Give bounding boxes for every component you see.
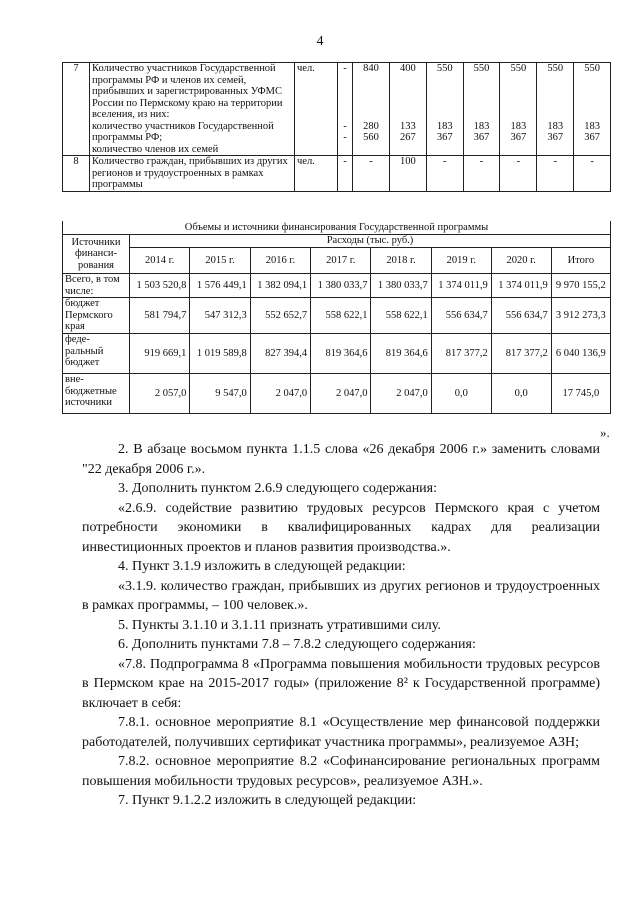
paragraph: 7.8.1. основное мероприятие 8.1 «Осуществление мер финансовой поддержки работодателей, получивших сертификат участника программы», реализуемое АЗН; bbox=[82, 715, 600, 750]
value-part1: 183 bbox=[436, 120, 453, 132]
value-part1: 183 bbox=[584, 120, 600, 132]
paragraph: 6. Дополнить пунктами 7.8 – 7.8.2 следующего содержания: bbox=[118, 637, 476, 652]
table-row bbox=[63, 63, 611, 156]
source-label: бюджет Пермского края bbox=[63, 298, 130, 334]
value-part2: 267 bbox=[399, 132, 416, 143]
year-header: 2014 г. bbox=[130, 248, 190, 274]
value-cell bbox=[537, 63, 574, 156]
value-total: 550 bbox=[436, 63, 453, 74]
unit-cell: чел. bbox=[295, 63, 338, 156]
year-header: 2015 г. bbox=[190, 248, 250, 274]
total-header: Итого bbox=[551, 248, 610, 274]
value-part1: 183 bbox=[510, 120, 527, 132]
body-text bbox=[82, 440, 600, 811]
value-part1: 280 bbox=[363, 120, 379, 132]
table-row bbox=[63, 156, 611, 192]
row-description-text: Количество участников Государственной программы РФ и членов их семей, прибывших и зарегистрированных УФМС России по Пермскому краю на территории вселения, из них: bbox=[92, 63, 283, 120]
paragraph: 7.8.2. основное мероприятие 8.2 «Софинансирование региональных программ повышения мобильности трудовых ресурсов», реализуемое АЗН.». bbox=[82, 754, 600, 789]
value-part2: - bbox=[343, 132, 347, 143]
value-cell: 817 377,2 bbox=[431, 334, 491, 374]
value-cell: 556 634,7 bbox=[491, 298, 551, 334]
value-cell bbox=[426, 63, 463, 156]
value-cell: 817 377,2 bbox=[491, 334, 551, 374]
source-label: Всего, в том числе: bbox=[63, 274, 130, 298]
table-row bbox=[63, 298, 611, 334]
row-sub-1: количество участников Государственной программы РФ; bbox=[92, 120, 274, 143]
table-caption: Объемы и источники финансирования Государственной программы bbox=[62, 221, 611, 235]
source-label: вне-бюджетные источники bbox=[63, 374, 130, 414]
paragraph: 3. Дополнить пунктом 2.6.9 следующего содержания: bbox=[118, 481, 438, 496]
value-cell: 0,0 bbox=[431, 374, 491, 414]
value-cell: 1 503 520,8 bbox=[130, 274, 190, 298]
value-part2: 367 bbox=[436, 132, 453, 143]
value-part1: 183 bbox=[473, 120, 490, 132]
value-cell: 1 380 033,7 bbox=[311, 274, 371, 298]
row-description bbox=[90, 63, 295, 156]
page-number: 4 bbox=[316, 34, 324, 49]
years-row bbox=[63, 248, 611, 274]
value-cell bbox=[353, 63, 390, 156]
table-row bbox=[63, 334, 611, 374]
value-cell: - bbox=[500, 156, 537, 192]
value-total: 840 bbox=[363, 63, 379, 74]
value-cell: 0,0 bbox=[491, 374, 551, 414]
value-cell: - bbox=[426, 156, 463, 192]
value-cell: - bbox=[338, 156, 353, 192]
paragraph: 5. Пункты 3.1.10 и 3.1.11 признать утратившими силу. bbox=[118, 617, 441, 633]
value-cell: 547 312,3 bbox=[190, 298, 250, 334]
paragraph: «7.8. Подпрограмма 8 «Программа повышения мобильности трудовых ресурсов в Пермском крае на 2015-2017 годы» (приложение 8² к Государственной программе) включает в себя: bbox=[82, 656, 600, 711]
value-cell bbox=[463, 63, 500, 156]
paragraph: 7. Пункт 9.1.2.2 изложить в следующей редакции: bbox=[118, 793, 417, 808]
financing-table bbox=[62, 234, 611, 414]
table-row bbox=[63, 374, 611, 414]
value-cell: - bbox=[574, 156, 611, 192]
year-header: 2017 г. bbox=[311, 248, 371, 274]
value-part2: 367 bbox=[473, 132, 490, 143]
value-cell: 556 634,7 bbox=[431, 298, 491, 334]
value-part2: 367 bbox=[510, 132, 527, 143]
year-header: 2016 г. bbox=[250, 248, 310, 274]
source-header: Источники финанси-рования bbox=[63, 235, 130, 274]
value-cell: 581 794,7 bbox=[130, 298, 190, 334]
value-cell: 6 040 136,9 bbox=[551, 334, 610, 374]
year-header: 2018 г. bbox=[371, 248, 431, 274]
value-part1: - bbox=[343, 120, 347, 132]
value-cell: 100 bbox=[389, 156, 426, 192]
value-total: 550 bbox=[547, 63, 564, 74]
header-row bbox=[63, 235, 611, 248]
value-cell: 1 382 094,1 bbox=[250, 274, 310, 298]
value-cell: 819 364,6 bbox=[371, 334, 431, 374]
value-part1: 133 bbox=[399, 120, 416, 132]
value-cell: 9 547,0 bbox=[190, 374, 250, 414]
value-cell: 827 394,4 bbox=[250, 334, 310, 374]
value-cell: 2 047,0 bbox=[250, 374, 310, 414]
paragraph: 4. Пункт 3.1.9 изложить в следующей редакции: bbox=[118, 559, 406, 574]
value-total: 550 bbox=[473, 63, 490, 74]
value-cell bbox=[574, 63, 611, 156]
year-header: 2019 г. bbox=[431, 248, 491, 274]
row-number: 8 bbox=[63, 156, 90, 192]
value-cell: 552 652,7 bbox=[250, 298, 310, 334]
paragraph: «3.1.9. количество граждан, прибывших из других регионов и трудоустроенных в рамках программы, – 100 человек.». bbox=[82, 578, 600, 613]
table-row bbox=[63, 274, 611, 298]
value-cell: 17 745,0 bbox=[551, 374, 610, 414]
source-label: феде-ральный бюджет bbox=[63, 334, 130, 374]
row-description: Количество граждан, прибывших из других регионов и трудоустроенных в рамках программы bbox=[90, 156, 295, 192]
value-cell bbox=[500, 63, 537, 156]
value-cell: - bbox=[463, 156, 500, 192]
value-cell: 2 057,0 bbox=[130, 374, 190, 414]
value-cell: 1 374 011,9 bbox=[491, 274, 551, 298]
value-total: - bbox=[343, 63, 347, 74]
value-cell: 558 622,1 bbox=[371, 298, 431, 334]
paragraph: «2.6.9. содействие развитию трудовых ресурсов Пермского края с учетом потребности экономики в квалифицированных кадрах для реализации инвестиционных проектов и планов развития производства.». bbox=[82, 500, 600, 555]
value-part2: 367 bbox=[547, 132, 564, 143]
row-number: 7 bbox=[63, 63, 90, 156]
value-total: 550 bbox=[584, 63, 600, 74]
value-cell: 1 374 011,9 bbox=[431, 274, 491, 298]
value-cell: 1 576 449,1 bbox=[190, 274, 250, 298]
value-part2: 367 bbox=[584, 132, 600, 143]
value-cell bbox=[338, 63, 353, 156]
value-cell: - bbox=[537, 156, 574, 192]
value-cell: 3 912 273,3 bbox=[551, 298, 610, 334]
value-total: 400 bbox=[399, 63, 416, 74]
unit-cell: чел. bbox=[295, 156, 338, 192]
value-cell: 919 669,1 bbox=[130, 334, 190, 374]
year-header: 2020 г. bbox=[491, 248, 551, 274]
value-cell: 1 380 033,7 bbox=[371, 274, 431, 298]
value-cell: 1 019 589,8 bbox=[190, 334, 250, 374]
value-cell: 2 047,0 bbox=[371, 374, 431, 414]
closing-quote: ». bbox=[600, 425, 610, 440]
value-part1: 183 bbox=[547, 120, 564, 132]
value-part2: 560 bbox=[363, 132, 379, 143]
value-cell: 819 364,6 bbox=[311, 334, 371, 374]
row-sub-2: количество членов их семей bbox=[92, 143, 219, 155]
value-cell: 9 970 155,2 bbox=[551, 274, 610, 298]
paragraph: 2. В абзаце восьмом пункта 1.1.5 слова «26 декабря 2006 г.» заменить словами "22 декабря 2006 г.». bbox=[82, 442, 600, 477]
value-cell: 2 047,0 bbox=[311, 374, 371, 414]
value-cell: 558 622,1 bbox=[311, 298, 371, 334]
value-cell: - bbox=[353, 156, 390, 192]
indicators-table bbox=[62, 62, 611, 192]
expenses-header: Расходы (тыс. руб.) bbox=[130, 235, 611, 248]
value-cell bbox=[389, 63, 426, 156]
value-total: 550 bbox=[510, 63, 527, 74]
